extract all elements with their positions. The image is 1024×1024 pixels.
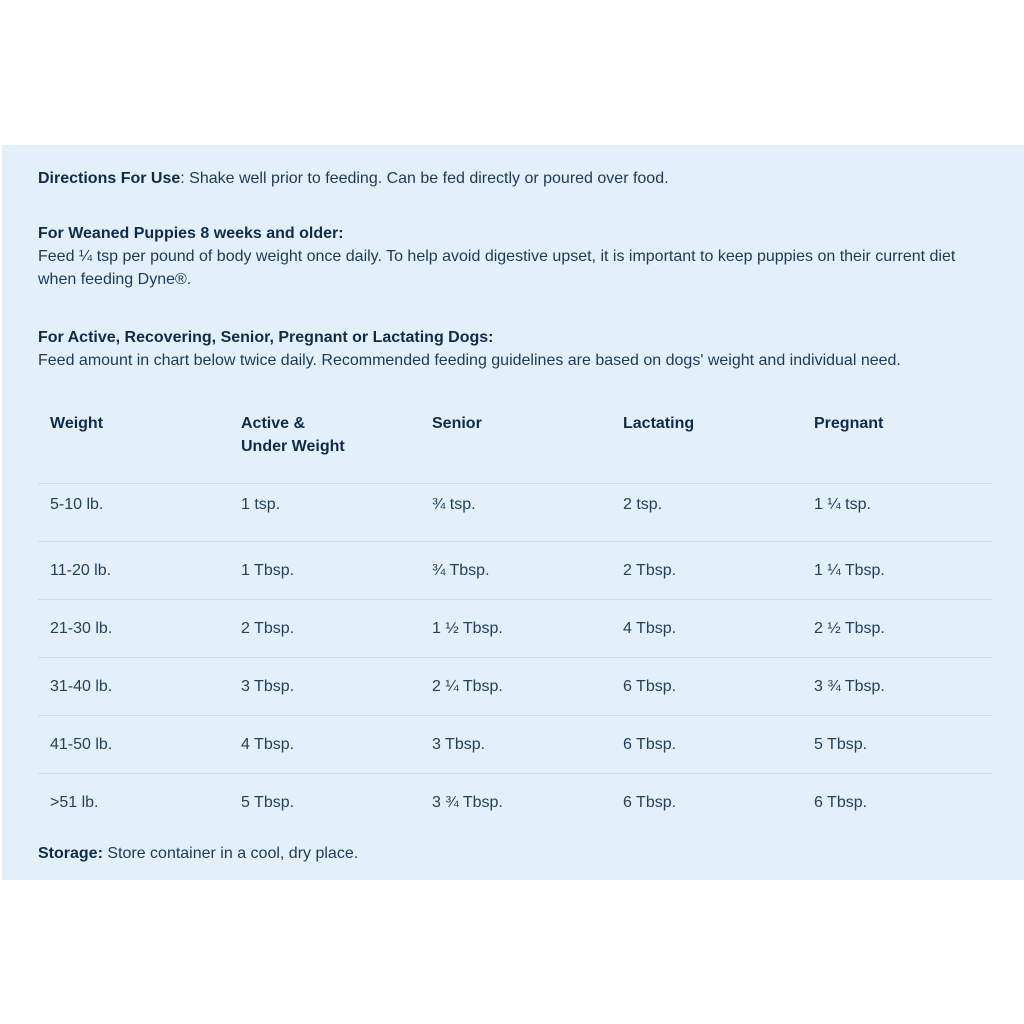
cell-lactating: 2 tsp. bbox=[611, 483, 802, 541]
cell-senior: 2 ¼ Tbsp. bbox=[420, 657, 611, 715]
cell-senior: ¾ Tbsp. bbox=[420, 541, 611, 599]
table-header-row bbox=[38, 403, 992, 483]
directions-label: Directions For Use bbox=[38, 170, 181, 187]
header-weight: Weight bbox=[50, 415, 104, 432]
cell-lactating: 6 Tbsp. bbox=[611, 657, 802, 715]
cell-active: 2 Tbsp. bbox=[229, 599, 420, 657]
cell-senior: 3 ¾ Tbsp. bbox=[420, 773, 611, 831]
cell-weight: 11-20 lb. bbox=[38, 541, 229, 599]
header-pregnant: Pregnant bbox=[814, 415, 884, 432]
feeding-chart-table bbox=[38, 403, 992, 831]
directions-paragraph bbox=[38, 167, 988, 190]
cell-weight: 31-40 lb. bbox=[38, 657, 229, 715]
cell-active: 1 Tbsp. bbox=[229, 541, 420, 599]
cell-lactating: 6 Tbsp. bbox=[611, 773, 802, 831]
cell-weight: 5-10 lb. bbox=[38, 483, 229, 541]
storage-label: Storage: bbox=[38, 845, 103, 862]
cell-senior: ¾ tsp. bbox=[420, 483, 611, 541]
cell-weight: 21-30 lb. bbox=[38, 599, 229, 657]
cell-pregnant: 1 ¼ Tbsp. bbox=[802, 541, 992, 599]
cell-lactating: 6 Tbsp. bbox=[611, 715, 802, 773]
cell-active: 4 Tbsp. bbox=[229, 715, 420, 773]
cell-lactating: 4 Tbsp. bbox=[611, 599, 802, 657]
header-lactating: Lactating bbox=[623, 415, 695, 432]
cell-pregnant: 5 Tbsp. bbox=[802, 715, 992, 773]
cell-active: 5 Tbsp. bbox=[229, 773, 420, 831]
cell-pregnant: 6 Tbsp. bbox=[802, 773, 992, 831]
table-row bbox=[38, 657, 992, 715]
directions-panel bbox=[2, 145, 1024, 880]
cell-weight: 41-50 lb. bbox=[38, 715, 229, 773]
adults-text: Feed amount in chart below twice daily. Recommended feeding guidelines are based on dogs' weight and individual need. bbox=[38, 352, 901, 369]
table-row bbox=[38, 483, 992, 541]
puppies-heading: For Weaned Puppies 8 weeks and older: bbox=[38, 225, 344, 242]
cell-pregnant: 1 ¼ tsp. bbox=[802, 483, 992, 541]
cell-active: 1 tsp. bbox=[229, 483, 420, 541]
cell-lactating: 2 Tbsp. bbox=[611, 541, 802, 599]
table-row bbox=[38, 773, 992, 831]
cell-pregnant: 2 ½ Tbsp. bbox=[802, 599, 992, 657]
cell-active: 3 Tbsp. bbox=[229, 657, 420, 715]
cell-senior: 3 Tbsp. bbox=[420, 715, 611, 773]
table-row bbox=[38, 599, 992, 657]
cell-pregnant: 3 ¾ Tbsp. bbox=[802, 657, 992, 715]
puppies-section bbox=[38, 222, 988, 291]
header-senior: Senior bbox=[432, 415, 482, 432]
adults-section bbox=[38, 326, 988, 372]
puppies-text: Feed ¼ tsp per pound of body weight once daily. To help avoid digestive upset, it is important to keep puppies on their current diet when feeding Dyne®. bbox=[38, 248, 956, 288]
table-row bbox=[38, 715, 992, 773]
storage-text: Store container in a cool, dry place. bbox=[102, 845, 359, 862]
directions-text: : Shake well prior to feeding. Can be fed directly or poured over food. bbox=[180, 170, 669, 187]
table-row bbox=[38, 541, 992, 599]
adults-heading: For Active, Recovering, Senior, Pregnant or Lactating Dogs: bbox=[38, 329, 494, 346]
storage-paragraph bbox=[38, 842, 988, 865]
header-active-under-weight: Active & Under Weight bbox=[241, 415, 345, 455]
cell-senior: 1 ½ Tbsp. bbox=[420, 599, 611, 657]
cell-weight: >51 lb. bbox=[38, 773, 229, 831]
